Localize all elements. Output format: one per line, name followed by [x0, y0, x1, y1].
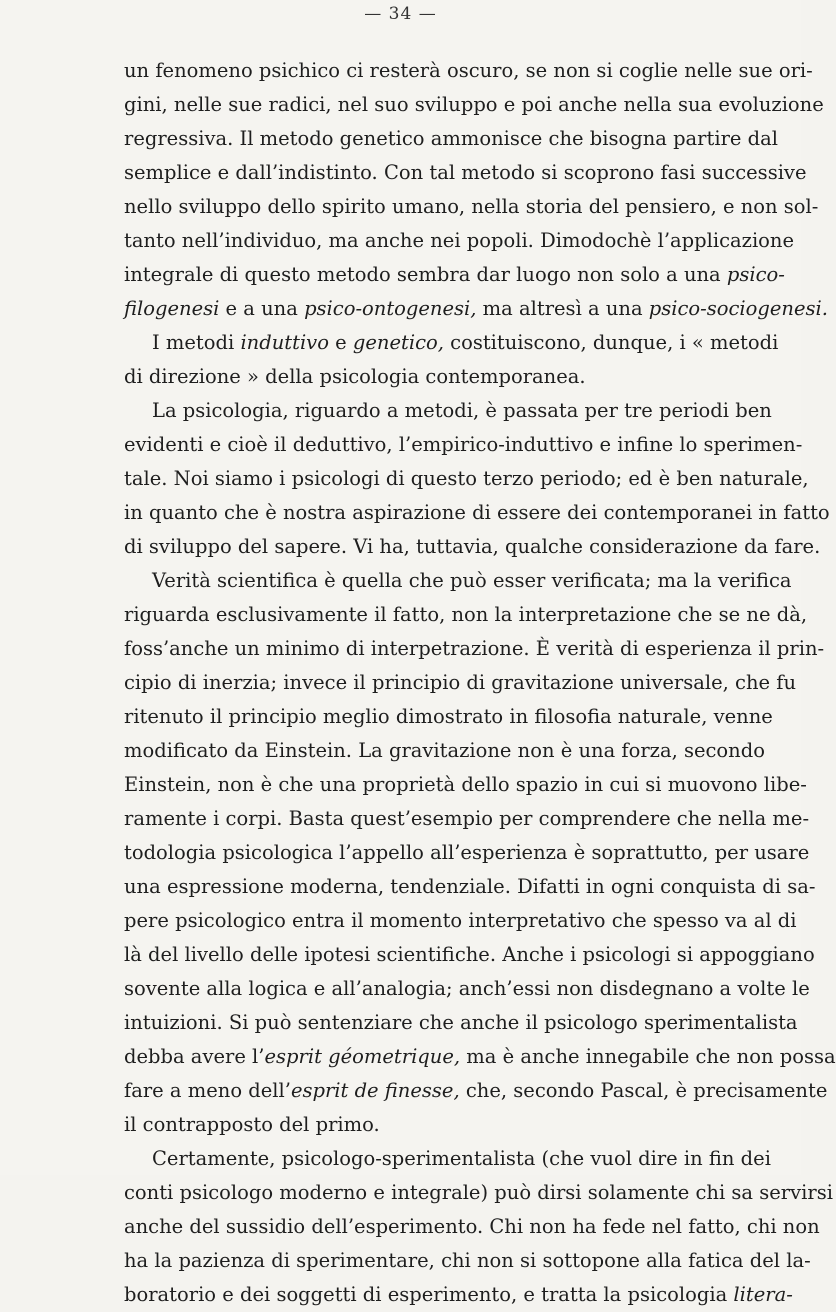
italic-text: genetico,	[352, 331, 444, 354]
text-line	[124, 156, 807, 190]
text-line	[124, 564, 792, 598]
text-run: intuizioni. Si può sentenziare che anche il psicologo sperimentalista	[124, 1011, 798, 1034]
text-run: una espressione moderna, tendenziale. Difatti in ogni conquista di sa-	[124, 875, 816, 898]
text-line	[124, 224, 795, 258]
text-run: di direzione » della psicologia contemporanea.	[124, 365, 586, 388]
text-line	[124, 54, 813, 88]
text-line	[124, 292, 828, 326]
text-run: ritenuto il principio meglio dimostrato in filosofia naturale, venne	[124, 705, 773, 728]
text-run: costituiscono, dunque, i « metodi	[443, 331, 779, 354]
text-run: todologia psicologica l’appello all’esperienza è soprattutto, per usare	[124, 841, 810, 864]
text-run: fare a meno dell’	[124, 1079, 291, 1102]
text-run: Einstein, non è che una proprietà dello spazio in cui si muovono libe-	[124, 773, 807, 796]
body-text	[124, 54, 836, 1312]
text-line	[124, 530, 821, 564]
text-line	[124, 870, 816, 904]
text-line	[124, 190, 819, 224]
text-run: ha la pazienza di sperimentare, chi non si sottopone alla fatica del la-	[124, 1249, 811, 1272]
text-line	[124, 1176, 833, 1210]
text-run: modificato da Einstein. La gravitazione non è una forza, secondo	[124, 739, 765, 762]
text-line	[124, 1210, 820, 1244]
text-line	[124, 1244, 811, 1278]
text-run: gini, nelle sue radici, nel suo sviluppo e poi anche nella sua evoluzione	[124, 93, 824, 116]
italic-text: filogenesi	[124, 297, 220, 320]
italic-text: esprit de finesse,	[290, 1079, 460, 1102]
text-run: tanto nell’individuo, ma anche nei popoli. Dimodochè l’applicazione	[124, 229, 795, 252]
text-run: foss’anche un minimo di interpetrazione. È verità di esperienza il prin-	[124, 637, 825, 660]
text-run: boratorio e dei soggetti di esperimento, e tratta la psicologia	[124, 1283, 734, 1306]
text-run: ramente i corpi. Basta quest’esempio per comprendere che nella me-	[124, 807, 810, 830]
text-run: ma altresì a una	[476, 297, 649, 320]
text-line	[124, 1142, 771, 1176]
text-run: là del livello delle ipotesi scientifiche. Anche i psicologi si appoggiano	[124, 943, 815, 966]
italic-text: psico-sociogenesi.	[648, 297, 828, 320]
text-run: che, secondo Pascal, è precisamente	[459, 1079, 828, 1102]
text-run: Certamente, psicologo-sperimentalista (che vuol dire in fin dei	[152, 1147, 771, 1170]
text-line	[124, 802, 810, 836]
text-line	[124, 632, 825, 666]
text-run: il contrapposto del primo.	[124, 1113, 380, 1136]
text-line	[124, 666, 797, 700]
text-line	[124, 1074, 828, 1108]
text-run: nello sviluppo dello spirito umano, nella storia del pensiero, e non sol-	[124, 195, 819, 218]
text-line	[124, 1040, 836, 1074]
text-line	[124, 904, 797, 938]
text-line	[124, 360, 738, 394]
text-run: riguarda esclusivamente il fatto, non la interpretazione che se ne dà,	[124, 603, 808, 626]
text-line	[124, 496, 830, 530]
page-number: — 34 —	[364, 4, 437, 24]
text-line	[124, 598, 808, 632]
text-run: di sviluppo del sapere. Vi ha, tuttavia, qualche considerazione da fare.	[124, 535, 821, 558]
text-line	[124, 700, 773, 734]
text-line	[124, 1006, 798, 1040]
text-run: in quanto che è nostra aspirazione di essere dei contemporanei in fatto	[124, 501, 830, 524]
text-run: conti psicologo moderno e integrale) può dirsi solamente chi sa servirsi	[124, 1181, 833, 1204]
text-line	[124, 122, 778, 156]
text-run: ma è anche innegabile che non possa	[460, 1045, 836, 1068]
text-line	[124, 326, 779, 360]
text-line	[124, 734, 765, 768]
text-line	[124, 428, 803, 462]
text-run: e	[328, 331, 353, 354]
text-line	[124, 258, 785, 292]
text-run: cipio di inerzia; invece il principio di gravitazione universale, che fu	[124, 671, 797, 694]
text-run: e a una	[219, 297, 305, 320]
text-run: anche del sussidio dell’esperimento. Chi non ha fede nel fatto, chi non	[124, 1215, 820, 1238]
text-line	[124, 394, 772, 428]
italic-text: psico-ontogenesi,	[304, 297, 477, 320]
text-run: sovente alla logica e all’analogia; anch’essi non disdegnano a volte le	[124, 977, 810, 1000]
text-run: debba avere l’	[124, 1045, 265, 1068]
text-line	[124, 972, 810, 1006]
text-line	[124, 938, 815, 972]
text-line	[124, 88, 824, 122]
text-line	[124, 462, 809, 496]
text-run: La psicologia, riguardo a metodi, è passata per tre periodi ben	[152, 399, 772, 422]
italic-text: esprit géometrique,	[264, 1045, 461, 1068]
text-run: I metodi	[152, 331, 241, 354]
italic-text: induttivo	[240, 331, 329, 354]
italic-text: psico-	[726, 263, 785, 286]
text-run: pere psicologico entra il momento interpretativo che spesso va al di	[124, 909, 797, 932]
text-run: semplice e dall’indistinto. Con tal metodo si scoprono fasi successive	[124, 161, 807, 184]
italic-text: litera-	[733, 1283, 793, 1306]
text-run: Verità scientifica è quella che può esser verificata; ma la verifica	[152, 569, 792, 592]
text-run: tale. Noi siamo i psicologi di questo terzo periodo; ed è ben naturale,	[124, 467, 809, 490]
text-line	[124, 768, 807, 802]
text-run: regressiva. Il metodo genetico ammonisce che bisogna partire dal	[124, 127, 778, 150]
text-line	[124, 1108, 738, 1142]
text-run: un fenomeno psichico ci resterà oscuro, se non si coglie nelle sue ori-	[124, 59, 813, 82]
text-line	[124, 1278, 793, 1312]
text-run: integrale di questo metodo sembra dar luogo non solo a una	[124, 263, 727, 286]
text-line	[124, 836, 810, 870]
text-run: evidenti e cioè il deduttivo, l’empirico-induttivo e infine lo sperimen-	[124, 433, 803, 456]
